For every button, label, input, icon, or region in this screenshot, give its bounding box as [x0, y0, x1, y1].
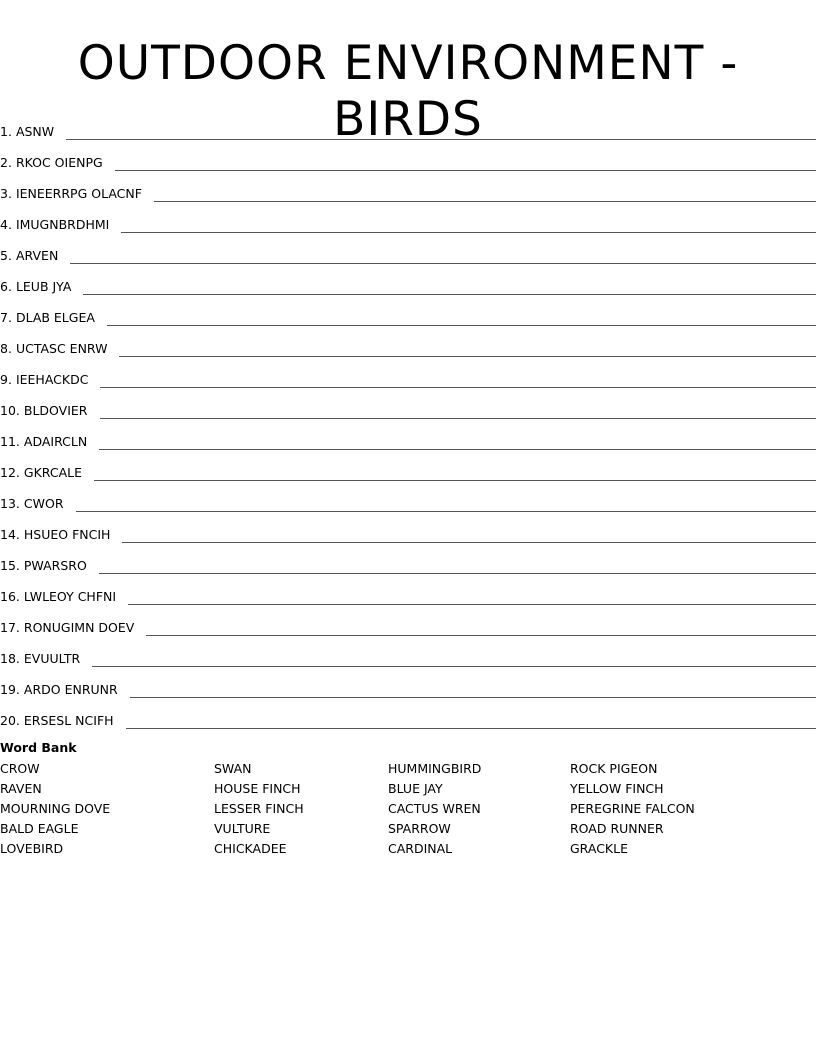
word-bank-column — [214, 759, 304, 859]
answer-line[interactable] — [119, 355, 816, 357]
word-bank-item: BLUE JAY — [388, 781, 443, 796]
scrambled-word: HSUEO FNCIH — [23, 527, 111, 542]
question-label — [0, 494, 76, 514]
question-row — [0, 204, 816, 235]
word-bank-item: RAVEN — [0, 781, 42, 796]
scrambled-word: DLAB ELGEA — [15, 310, 95, 325]
word-bank-item: CARDINAL — [388, 841, 453, 856]
answer-line[interactable] — [92, 665, 816, 667]
scrambled-word: UCTASC ENRW — [15, 341, 108, 356]
answer-line[interactable] — [122, 541, 816, 543]
scrambled-word: PWARSRO — [23, 558, 87, 573]
answer-line[interactable] — [115, 169, 816, 171]
question-number: 12. — [0, 465, 20, 480]
question-number: 17. — [0, 620, 20, 635]
word-bank-item: YELLOW FINCH — [570, 781, 664, 796]
scrambled-word: ARDO ENRUNR — [23, 682, 118, 697]
question-number: 11. — [0, 434, 20, 449]
answer-line[interactable] — [99, 572, 816, 574]
scrambled-word: RONUGIMN DOEV — [23, 620, 135, 635]
answer-line[interactable] — [121, 231, 816, 233]
word-bank-item: ROCK PIGEON — [570, 761, 658, 776]
answer-line[interactable] — [76, 510, 816, 512]
word-bank-item: SWAN — [214, 761, 252, 776]
question-label — [0, 215, 121, 235]
question-number: 18. — [0, 651, 20, 666]
question-row — [0, 173, 816, 204]
question-number: 13. — [0, 496, 20, 511]
scrambled-word: LEUB JYA — [15, 279, 72, 294]
question-row — [0, 700, 816, 731]
answer-line[interactable] — [126, 727, 816, 729]
question-number: 7. — [0, 310, 12, 325]
word-bank-item: CROW — [0, 761, 40, 776]
question-number: 15. — [0, 558, 20, 573]
question-row — [0, 576, 816, 607]
scrambled-word: IENEERRPG OLACNF — [15, 186, 142, 201]
question-label — [0, 649, 92, 669]
answer-line[interactable] — [94, 479, 816, 481]
scrambled-word: LWLEOY CHFNI — [23, 589, 117, 604]
question-label — [0, 680, 130, 700]
answer-line[interactable] — [107, 324, 816, 326]
scrambled-word: BLDOVIER — [23, 403, 88, 418]
answer-line[interactable] — [100, 386, 816, 388]
word-bank-item: SPARROW — [388, 821, 451, 836]
scrambled-word: RKOC OIENPG — [15, 155, 103, 170]
scrambled-word: EVUULTR — [23, 651, 81, 666]
scrambled-word: CWOR — [23, 496, 64, 511]
word-bank-column — [388, 759, 481, 859]
question-number: 2. — [0, 155, 12, 170]
word-bank-item: LOVEBIRD — [0, 841, 64, 856]
question-number: 1. — [0, 124, 12, 139]
question-list — [0, 111, 816, 731]
answer-line[interactable] — [66, 138, 816, 140]
word-bank-item: BALD EAGLE — [0, 821, 79, 836]
question-label — [0, 370, 100, 390]
scrambled-word: ERSESL NCIFH — [23, 713, 114, 728]
question-label — [0, 122, 66, 142]
word-bank-item: CHICKADEE — [214, 841, 287, 856]
scrambled-word: IMUGNBRDHMI — [15, 217, 110, 232]
question-number: 16. — [0, 589, 20, 604]
word-bank-item: PEREGRINE FALCON — [570, 801, 695, 816]
word-bank-item: MOURNING DOVE — [0, 801, 111, 816]
question-label — [0, 432, 99, 452]
question-number: 10. — [0, 403, 20, 418]
word-bank-grid — [0, 759, 816, 859]
question-row — [0, 421, 816, 452]
question-label — [0, 525, 122, 545]
word-bank-item: HOUSE FINCH — [214, 781, 301, 796]
question-number: 19. — [0, 682, 20, 697]
question-label — [0, 339, 119, 359]
word-bank-title: Word Bank — [0, 740, 77, 755]
scrambled-word: IEEHACKDC — [15, 372, 89, 387]
question-number: 9. — [0, 372, 12, 387]
question-row — [0, 359, 816, 390]
question-row — [0, 545, 816, 576]
answer-line[interactable] — [146, 634, 816, 636]
word-bank-column — [570, 759, 695, 859]
question-row — [0, 142, 816, 173]
word-bank-item: HUMMINGBIRD — [388, 761, 482, 776]
question-label — [0, 618, 146, 638]
word-bank-item: VULTURE — [214, 821, 271, 836]
question-number: 14. — [0, 527, 20, 542]
page-title: OUTDOOR ENVIRONMENT - BIRDS — [77, 36, 739, 147]
scrambled-word: ASNW — [15, 124, 55, 139]
question-label — [0, 587, 128, 607]
question-row — [0, 328, 816, 359]
question-row — [0, 638, 816, 669]
word-bank-item: CACTUS WREN — [388, 801, 481, 816]
word-bank-item: ROAD RUNNER — [570, 821, 664, 836]
question-row — [0, 669, 816, 700]
question-number: 5. — [0, 248, 12, 263]
word-bank — [0, 739, 816, 859]
word-bank-item: GRACKLE — [570, 841, 628, 856]
question-number: 6. — [0, 279, 12, 294]
answer-line[interactable] — [99, 448, 816, 450]
question-label — [0, 277, 83, 297]
question-row — [0, 514, 816, 545]
question-row — [0, 452, 816, 483]
question-number: 4. — [0, 217, 12, 232]
question-row — [0, 297, 816, 328]
question-row — [0, 483, 816, 514]
question-label — [0, 401, 100, 421]
answer-line[interactable] — [70, 262, 816, 264]
question-row — [0, 111, 816, 142]
answer-line[interactable] — [154, 200, 816, 202]
scrambled-word: ARVEN — [15, 248, 59, 263]
question-label — [0, 246, 70, 266]
question-number: 3. — [0, 186, 12, 201]
question-row — [0, 266, 816, 297]
question-row — [0, 607, 816, 638]
answer-line[interactable] — [128, 603, 816, 605]
answer-line[interactable] — [83, 293, 816, 295]
question-label — [0, 153, 115, 173]
question-label — [0, 463, 94, 483]
question-row — [0, 235, 816, 266]
question-label — [0, 308, 107, 328]
question-label — [0, 556, 99, 576]
word-bank-item: LESSER FINCH — [214, 801, 304, 816]
question-row — [0, 390, 816, 421]
question-number: 8. — [0, 341, 12, 356]
scrambled-word: ADAIRCLN — [23, 434, 88, 449]
question-number: 20. — [0, 713, 20, 728]
answer-line[interactable] — [130, 696, 816, 698]
word-bank-column — [0, 759, 110, 859]
scrambled-word: GKRCALE — [23, 465, 82, 480]
question-label — [0, 184, 154, 204]
question-label — [0, 711, 126, 731]
answer-line[interactable] — [100, 417, 816, 419]
